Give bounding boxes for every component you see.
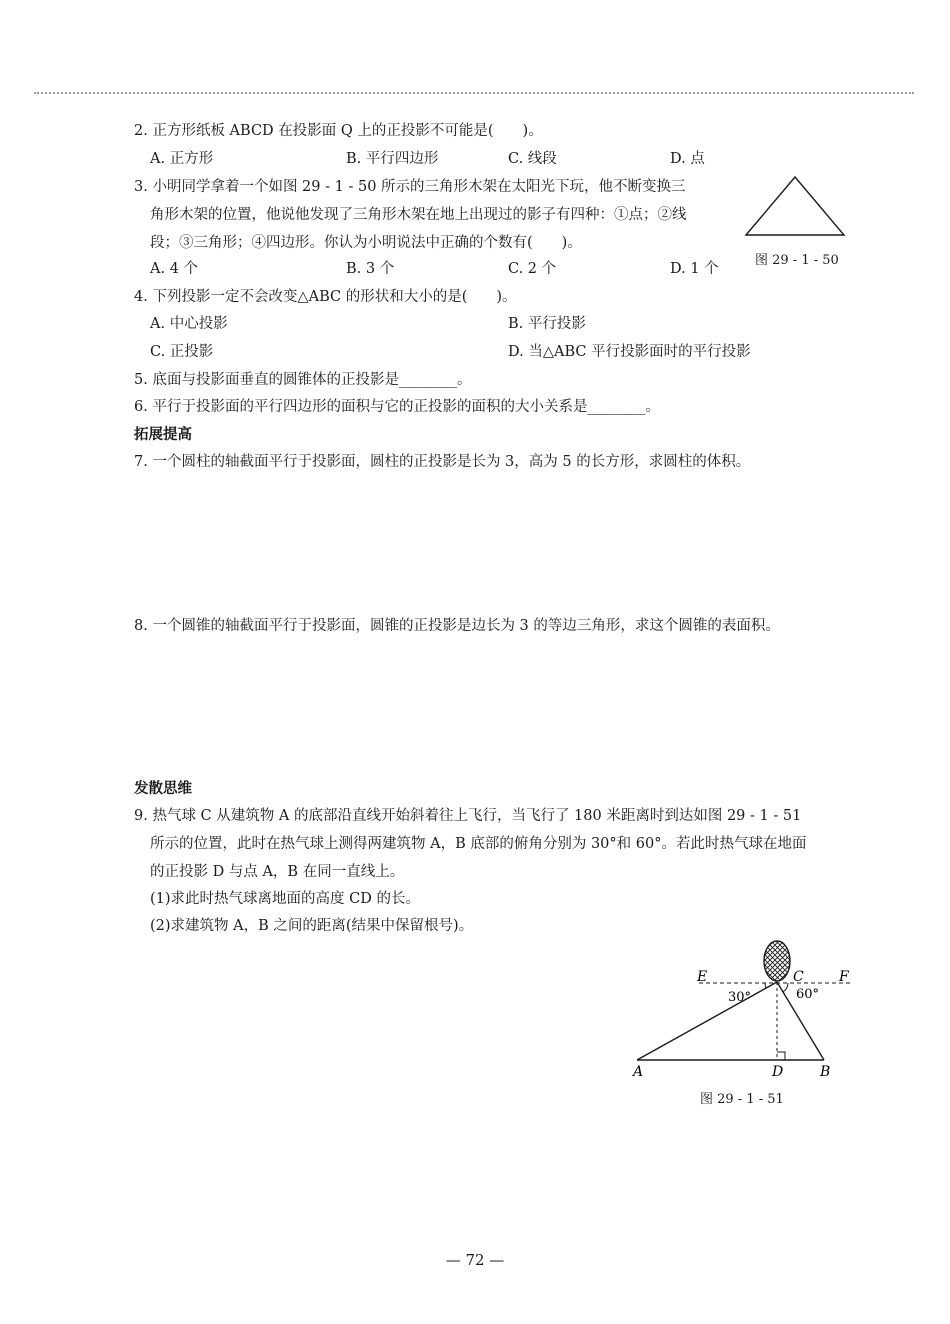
angle-arc-right bbox=[783, 983, 788, 992]
q3-option-b: B. 3 个 bbox=[346, 261, 395, 277]
page-number: — 72 — bbox=[445, 1251, 505, 1269]
q4-option-a: A. 中心投影 bbox=[150, 316, 228, 332]
q3-stem-line3: 段；③三角形；④四边形。你认为小明说法中正确的个数有( )。 bbox=[150, 235, 582, 251]
q8-stem: 8. 一个圆锥的轴截面平行于投影面，圆锥的正投影是边长为 3 的等边三角形，求这个圆锥的表面积。 bbox=[134, 618, 780, 634]
q2-option-d: D. 点 bbox=[670, 151, 705, 167]
q9-sub-question-1: (1)求此时热气球离地面的高度 CD 的长。 bbox=[150, 891, 420, 907]
triangle-frame bbox=[746, 177, 844, 235]
q6-stem: 6. 平行于投影面的平行四边形的面积与它的正投影的面积的大小关系是________。 bbox=[134, 399, 660, 415]
q2-option-a: A. 正方形 bbox=[150, 151, 214, 167]
triangle-figure bbox=[740, 172, 850, 242]
q3-stem-line2: 角形木架的位置，他说他发现了三角形木架在地上出现过的影子有四种：①点；②线 bbox=[150, 207, 687, 223]
right-angle-mark bbox=[777, 1052, 785, 1060]
angle-arc-left bbox=[765, 983, 766, 988]
label-c: C bbox=[793, 969, 804, 985]
q7-stem: 7. 一个圆柱的轴截面平行于投影面，圆柱的正投影是长为 3，高为 5 的长方形，求圆柱的体积。 bbox=[134, 454, 751, 470]
label-angle-30: 30° bbox=[728, 990, 752, 1005]
q3-option-c: C. 2 个 bbox=[508, 261, 557, 277]
section-heading-diverge: 发散思维 bbox=[134, 781, 192, 797]
line-ca bbox=[637, 982, 777, 1060]
balloon-geometry-figure bbox=[625, 935, 860, 1085]
section-heading-extend: 拓展提高 bbox=[134, 427, 192, 443]
header-dotted-rule bbox=[34, 92, 914, 94]
q3-stem-line1: 3. 小明同学拿着一个如图 29 - 1 - 50 所示的三角形木架在太阳光下玩，他不断变换三 bbox=[134, 179, 686, 195]
label-e: E bbox=[697, 969, 708, 985]
q5-stem: 5. 底面与投影面垂直的圆锥体的正投影是________。 bbox=[134, 372, 472, 388]
label-angle-60: 60° bbox=[796, 987, 820, 1002]
q9-figure-caption: 图 29 - 1 - 51 bbox=[700, 1092, 784, 1107]
label-d: D bbox=[772, 1064, 784, 1080]
q4-stem: 4. 下列投影一定不会改变△ABC 的形状和大小的是( )。 bbox=[134, 289, 517, 305]
q2-option-b: B. 平行四边形 bbox=[346, 151, 439, 167]
q4-option-c: C. 正投影 bbox=[150, 344, 214, 360]
q4-option-d: D. 当△ABC 平行投影面时的平行投影 bbox=[508, 344, 751, 360]
q9-stem-line1: 9. 热气球 C 从建筑物 A 的底部沿直线开始斜着往上飞行，当飞行了 180 米距离时到达如图 29 - 1 - 51 bbox=[134, 808, 802, 824]
hot-air-balloon-icon bbox=[764, 941, 790, 981]
q9-stem-line3: 的正投影 D 与点 A，B 在同一直线上。 bbox=[150, 864, 405, 880]
q2-stem: 2. 正方形纸板 ABCD 在投影面 Q 上的正投影不可能是( )。 bbox=[134, 123, 543, 139]
q4-option-b: B. 平行投影 bbox=[508, 316, 586, 332]
q9-stem-line2: 所示的位置，此时在热气球上测得两建筑物 A，B 底部的俯角分别为 30°和 60°。若此时热气球在地面 bbox=[150, 836, 807, 852]
q9-sub-question-2: (2)求建筑物 A，B 之间的距离(结果中保留根号)。 bbox=[150, 918, 474, 934]
label-a: A bbox=[633, 1064, 644, 1080]
q3-option-d: D. 1 个 bbox=[670, 261, 719, 277]
label-b: B bbox=[820, 1064, 831, 1080]
q3-option-a: A. 4 个 bbox=[150, 261, 199, 277]
q3-figure-caption: 图 29 - 1 - 50 bbox=[755, 253, 839, 268]
q2-option-c: C. 线段 bbox=[508, 151, 557, 167]
label-f: F bbox=[839, 969, 849, 985]
